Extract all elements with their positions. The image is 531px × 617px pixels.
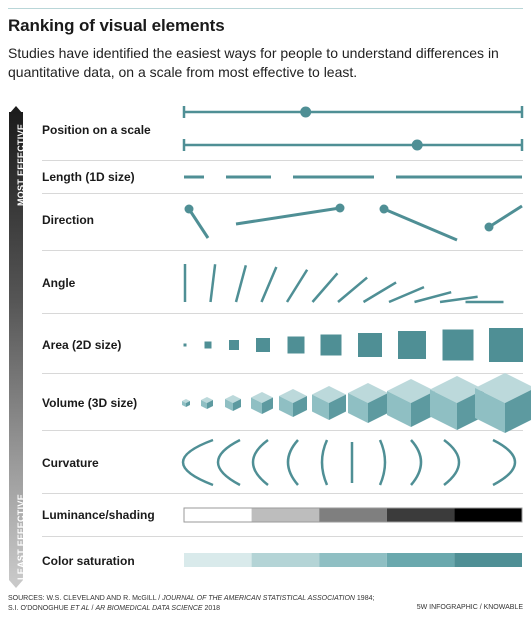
scale-marker [300, 107, 311, 118]
area-square [288, 337, 305, 354]
area-square [256, 338, 270, 352]
row-label-curvature: Curvature [42, 456, 99, 470]
least-effective-label: LEAST EFFECTIVE [16, 493, 26, 580]
angle-line [313, 273, 338, 302]
direction-segment [489, 206, 522, 227]
curvature-arc [444, 440, 459, 485]
direction-segment [236, 208, 340, 224]
saturation-swatch [319, 553, 387, 567]
area-square [321, 335, 342, 356]
curvature-examples [183, 440, 515, 485]
luminance-swatch [454, 508, 522, 522]
row-label-direction: Direction [42, 213, 95, 227]
luminance-swatch [387, 508, 455, 522]
et-al: ET AL [70, 605, 90, 612]
angle-line [338, 278, 367, 302]
angle-line [364, 282, 397, 302]
volume-cube-examples [182, 373, 531, 433]
curvature-arc [288, 440, 298, 485]
saturation-swatch [387, 553, 455, 567]
area-square [184, 344, 187, 347]
curvature-arc [253, 440, 268, 485]
saturation-swatch [252, 553, 320, 567]
row-label-volume: Volume (3D size) [42, 396, 138, 410]
luminance-swatch [319, 508, 387, 522]
page-title: Ranking of visual elements [8, 16, 225, 35]
year-1: 1984; [354, 595, 375, 602]
saturation-swatches [184, 553, 522, 567]
row-label-saturation: Color saturation [42, 554, 135, 568]
area-examples [184, 328, 524, 362]
direction-dot [485, 223, 494, 232]
row-label-length: Length (1D size) [42, 170, 135, 184]
angle-line [287, 270, 307, 302]
curvature-arc [380, 440, 385, 485]
sources-text-2: S.I. O'DONOGHUE [8, 605, 71, 612]
row-label-angle: Angle [42, 276, 76, 290]
angle-line [211, 264, 216, 302]
curvature-arc [493, 440, 515, 485]
direction-segment [189, 209, 208, 238]
most-effective-label: MOST EFFECTIVE [16, 123, 26, 206]
credit-line: 5W INFOGRAPHIC / KNOWABLE [416, 604, 523, 611]
angle-line [262, 267, 277, 302]
saturation-swatch [454, 553, 522, 567]
sources-text: SOURCES: W.S. CLEVELAND AND R. McGILL / [8, 595, 163, 602]
year-2: 2018 [202, 605, 221, 612]
area-square [398, 331, 426, 359]
row-label-area: Area (2D size) [42, 338, 122, 352]
angle-line [236, 265, 246, 302]
area-square [229, 340, 239, 350]
direction-dot [380, 205, 389, 214]
separator: / [89, 605, 96, 612]
direction-segment [384, 209, 457, 240]
direction-examples [185, 204, 523, 241]
position-scale-examples [184, 106, 522, 151]
direction-dot [185, 205, 194, 214]
direction-dot [336, 204, 345, 213]
angle-examples [185, 264, 504, 302]
curvature-arc [411, 440, 421, 485]
curvature-arc [322, 440, 327, 485]
scale-marker [412, 140, 423, 151]
curvature-arc [183, 440, 213, 485]
journal-2: AR BIOMEDICAL DATA SCIENCE [95, 605, 203, 612]
page-subtitle: Studies have identified the easiest ways for people to understand differences in quantitative data, on a scale from most effective to least. [8, 45, 499, 80]
luminance-swatches [184, 508, 522, 522]
area-square [205, 342, 212, 349]
area-square [443, 330, 474, 361]
luminance-swatch [184, 508, 252, 522]
row-label-position: Position on a scale [42, 123, 151, 137]
saturation-swatch [184, 553, 252, 567]
curvature-arc [218, 440, 240, 485]
sources-footer [8, 594, 374, 614]
row-label-luminance: Luminance/shading [42, 508, 155, 522]
luminance-swatch [252, 508, 320, 522]
area-square [358, 333, 382, 357]
journal-1: JOURNAL OF THE AMERICAN STATISTICAL ASSOCIATION [162, 595, 355, 602]
area-square [489, 328, 523, 362]
